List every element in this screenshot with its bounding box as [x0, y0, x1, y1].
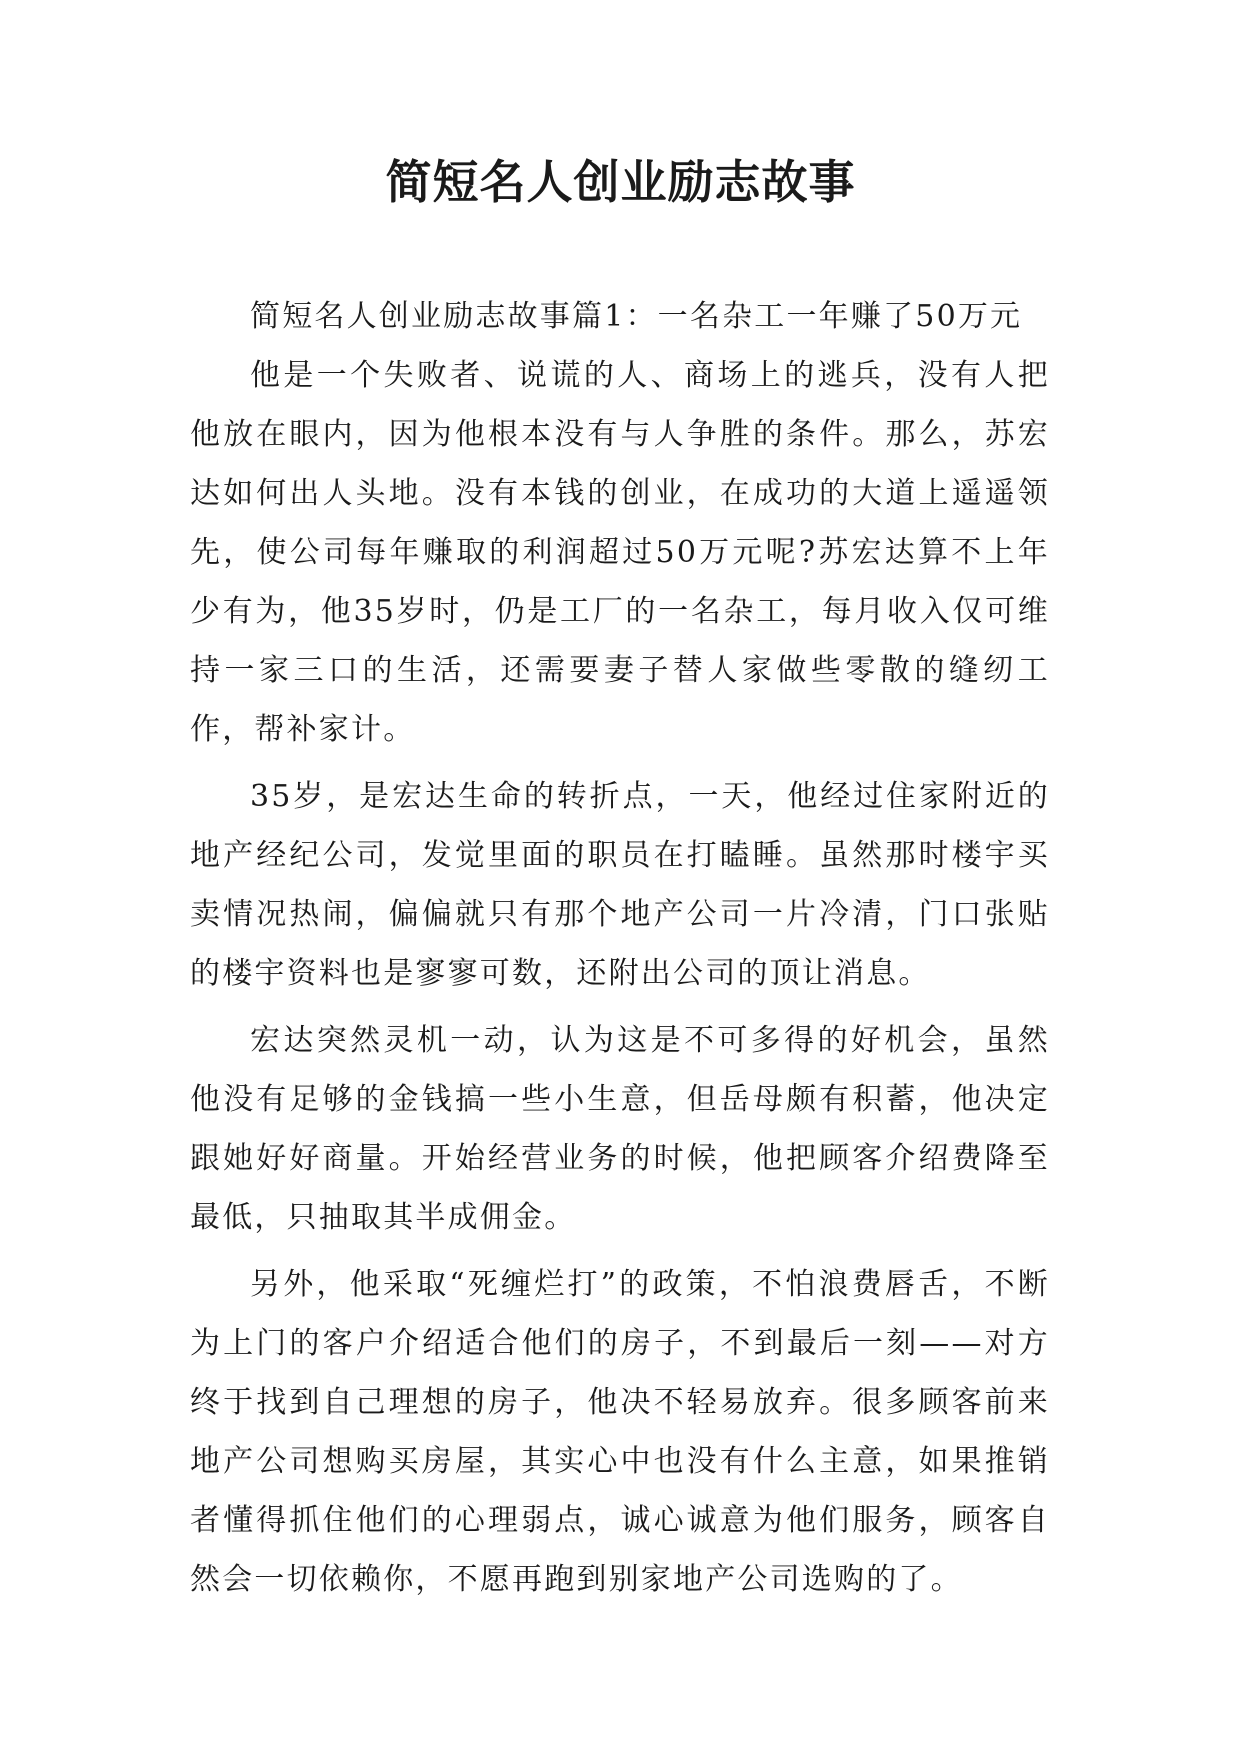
document-body	[190, 287, 1050, 1609]
paragraph-heading: 简短名人创业励志故事篇1：一名杂工一年赚了50万元	[250, 299, 1023, 334]
paragraph: 35岁，是宏达生命的转折点，一天，他经过住家附近的地产经纪公司，发觉里面的职员在打瞌睡。虽然那时楼宇买卖情况热闹，偏偏就只有那个地产公司一片冷清，门口张贴的楼宇资料也是寥寥可数，还附出公司的顶让消息。	[190, 779, 1050, 991]
document-title: 简短名人创业励志故事	[385, 155, 856, 209]
paragraph: 另外，他采取“死缠烂打”的政策，不怕浪费唇舌，不断为上门的客户介绍适合他们的房子，不到最后一刻——对方终于找到自己理想的房子，他决不轻易放弃。很多顾客前来地产公司想购买房屋，其实心中也没有什么主意，如果推销者懂得抓住他们的心理弱点，诚心诚意为他们服务，顾客自然会一切依赖你，不愿再跑到别家地产公司选购的了。	[190, 1267, 1050, 1597]
paragraph: 宏达突然灵机一动，认为这是不可多得的好机会，虽然他没有足够的金钱搞一些小生意，但岳母颇有积蓄，他决定跟她好好商量。开始经营业务的时候，他把顾客介绍费降至最低，只抽取其半成佣金。	[190, 1023, 1050, 1235]
paragraph: 他是一个失败者、说谎的人、商场上的逃兵，没有人把他放在眼内，因为他根本没有与人争胜的条件。那么，苏宏达如何出人头地。没有本钱的创业，在成功的大道上遥遥领先，使公司每年赚取的利润超过50万元呢?苏宏达算不上年少有为，他35岁时，仍是工厂的一名杂工，每月收入仅可维持一家三口的生活，还需要妻子替人家做些零散的缝纫工作，帮补家计。	[190, 358, 1050, 747]
